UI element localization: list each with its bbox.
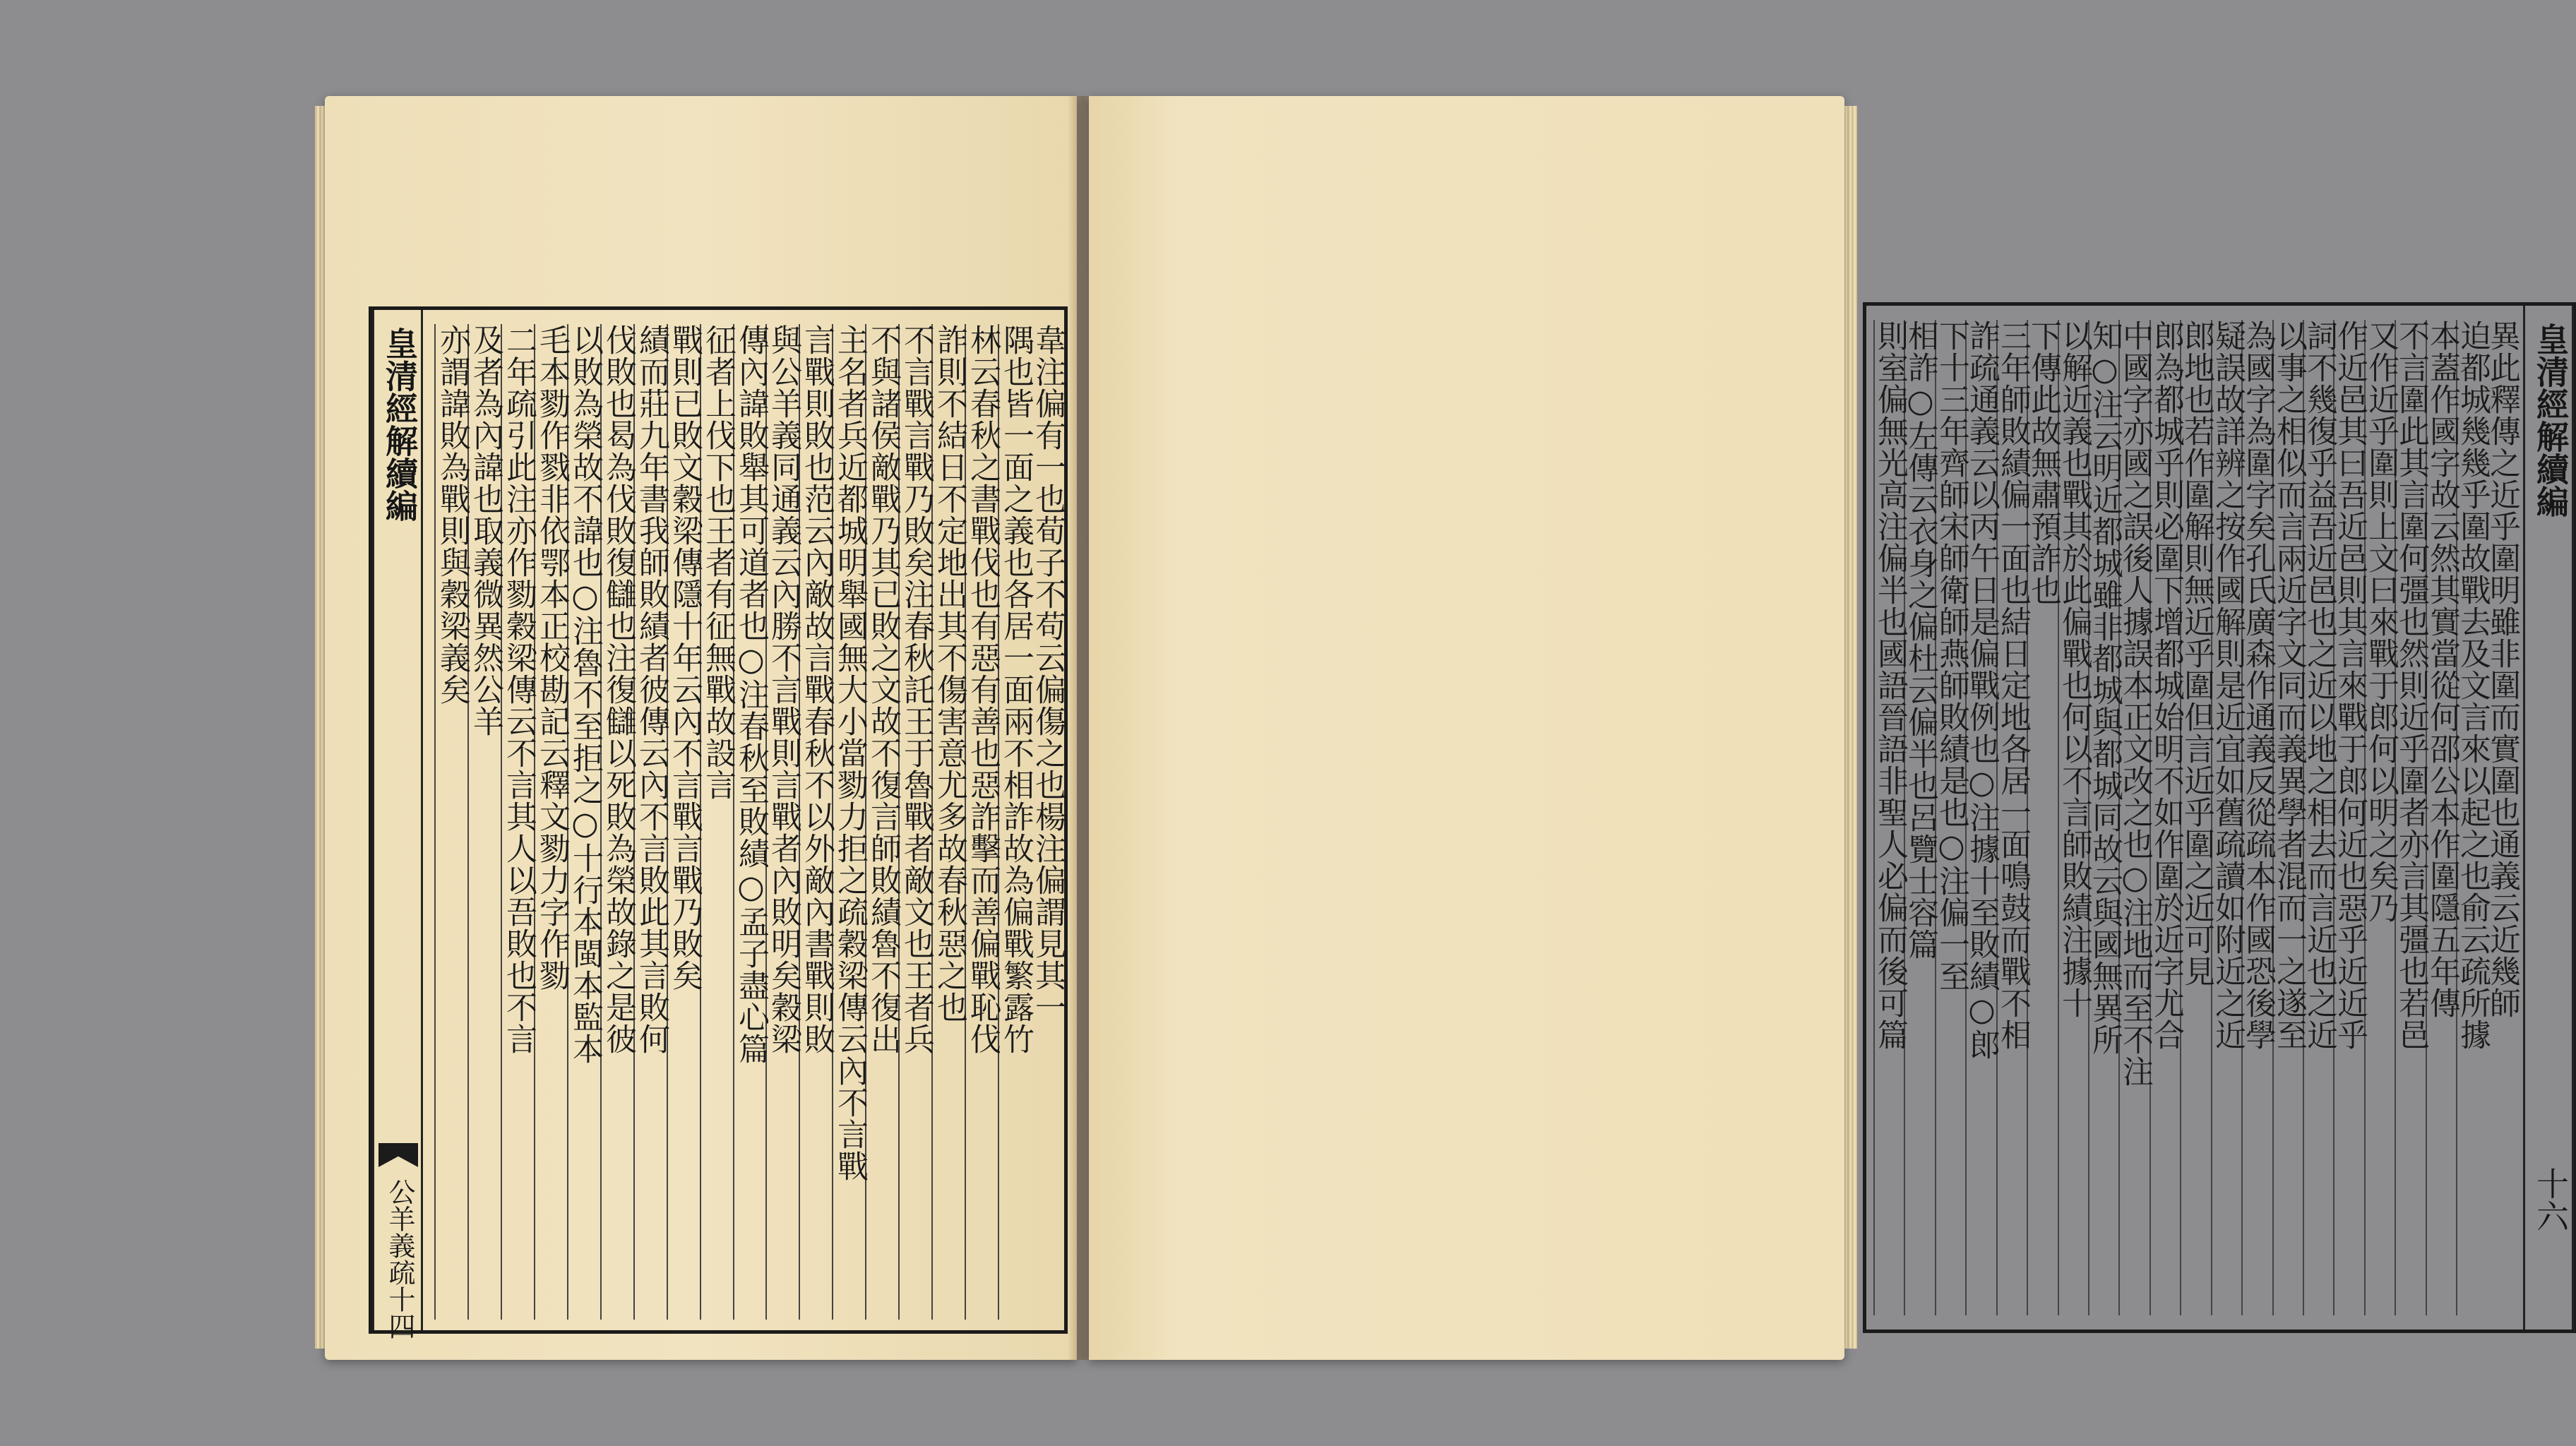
left-page bbox=[325, 96, 1077, 1360]
left-text-frame bbox=[369, 306, 1068, 1339]
text-column: 亦謂諱敗為戰則與穀梁義矣 bbox=[434, 324, 469, 1320]
right-text-frame bbox=[1863, 302, 2576, 1333]
text-column: 下傳此故無肅預詐也 bbox=[2027, 320, 2058, 1315]
text-column: 知○注云明近都城雖非都城與都城同故云與國無異所 bbox=[2088, 320, 2120, 1315]
text-column: 迫都城幾幾乎圍故戰去及文言來以起之也俞云疏所據 bbox=[2456, 320, 2488, 1315]
text-column: 不與諸侯敵戰乃其已敗之文故不復言師敗績魯不復出 bbox=[865, 324, 900, 1320]
text-column: 三年師敗績偏一面也結日定地各居一面鳴鼓而戰不相 bbox=[1996, 320, 2028, 1315]
text-column: 與公羊義同通義云內勝不言戰則言戰者內敗明矣穀梁 bbox=[765, 324, 800, 1320]
open-book bbox=[325, 85, 2570, 1377]
text-column: 不言戰言戰乃敗矣注春秋託王于魯戰者敵文也王者兵 bbox=[898, 324, 933, 1320]
text-column: 疑誤故詳辨之按作國解則是近宜如舊疏讀如附近之近 bbox=[2211, 320, 2243, 1315]
text-column: 隅也皆一面之義也各居一面兩不相詐故為偏戰繁露竹 bbox=[998, 324, 1032, 1320]
text-column: 作近邑其曰吾近邑則其言來戰于郎何近也惡乎近近乎 bbox=[2333, 320, 2365, 1315]
text-column: 郎地也若作圍解則無近乎圍但言近乎圍之近可見 bbox=[2180, 320, 2212, 1315]
text-column: 異此釋傳之近乎圍明雖非圍而實圍也通義云近幾師 bbox=[2484, 320, 2520, 1019]
text-column: 不言圍此其言圍何彊也然則近乎圍者亦言其彊也若邑 bbox=[2395, 320, 2426, 1315]
text-column: 為國字為圍字矣孔氏廣森作通義反從疏本作國恐後學 bbox=[2241, 320, 2273, 1315]
text-column: 相詐○左傳云衣身之偏杜云偏半也呂覽士容篇 bbox=[1904, 320, 1936, 1315]
left-banxin-title: 皇清經解續編 bbox=[381, 327, 419, 522]
text-column: 下十三年齊師宋師衛師燕師敗績是也○注偏一至 bbox=[1935, 320, 1967, 1315]
text-column: 言戰則敗也范云內敵故言戰春秋不以外敵內書戰則敗 bbox=[799, 324, 833, 1320]
text-column: 本蓋作國字故云然其實當從何邵公本作圍隱五年傳 bbox=[2426, 320, 2457, 1315]
text-column: 二年疏引此注亦作勠穀梁傳云不言其人以吾敗也不言 bbox=[501, 324, 535, 1320]
text-column: 則室偏無光高注偏半也國語晉語非聖人必偏而後可篇 bbox=[1873, 320, 1905, 1315]
text-column: 又作近乎圍則上文曰來戰于郎何以明之矣乃 bbox=[2364, 320, 2396, 1315]
text-column: 韋注偏有一也荀子不苟云偏傷之也楊注偏謂見其一 bbox=[1030, 324, 1066, 1023]
text-column: 績而莊九年書我師敗績者彼傳云內不言敗此其言敗何 bbox=[633, 324, 668, 1320]
right-banxin-page-number: 十六 bbox=[2532, 1167, 2570, 1232]
text-column: 林云春秋之書戰伐也有惡有善也惡詐擊而善偏戰恥伐 bbox=[965, 324, 999, 1320]
text-column: 傳內諱敗舉其可道者也○注春秋至敗績○孟子盡心篇 bbox=[733, 324, 768, 1320]
text-column: 戰則已敗文穀梁傳隱十年云內不言戰言戰乃敗矣 bbox=[667, 324, 701, 1320]
text-column: 詞不幾復乎益吾近邑也之近以地之相去而言近也之近 bbox=[2303, 320, 2334, 1315]
text-column: 以事之相似而言兩近字文同而義異學者混而一之遂至 bbox=[2272, 320, 2304, 1315]
right-page-edges bbox=[1843, 106, 1857, 1349]
text-column: 詐疏通義云以丙午日是偏戰例也○注據十至敗績○郎 bbox=[1965, 320, 1997, 1315]
right-banxin bbox=[2523, 306, 2574, 1330]
text-column: 征者上伐下也王者有征無戰故設言 bbox=[700, 324, 734, 1320]
text-column: 以敗為榮故不諱也○注魯不至拒之○十行本閩本監本 bbox=[567, 324, 602, 1320]
text-column: 毛本勠作戮非依鄂本正校勘記云釋文勠力字作勠 bbox=[534, 324, 568, 1320]
text-column: 詐則不結日不定地出其不傷害意尤多故春秋惡之也 bbox=[931, 324, 966, 1320]
right-page bbox=[1089, 96, 2570, 1360]
left-fishtail-mark bbox=[378, 1143, 418, 1167]
right-banxin-title: 皇清經解續編 bbox=[2532, 323, 2570, 518]
left-banxin bbox=[372, 310, 423, 1339]
text-column: 中國字亦國之誤後人據誤本正文改之也○注地而至不注 bbox=[2118, 320, 2150, 1315]
text-column: 郎為都城乎則必圍下增都城始明不如作圍於近字尤合 bbox=[2149, 320, 2181, 1315]
text-column: 伐敗也曷為伐敗復讎也注復讎以死敗為榮故錄之是彼 bbox=[600, 324, 635, 1320]
text-column: 及者為內諱也取義微異然公羊 bbox=[467, 324, 502, 1320]
text-column: 主名者兵近都城明舉國無大小當勠力拒之疏穀梁傳云內不言戰 bbox=[832, 324, 866, 1320]
left-banxin-subtitle: 公羊義疏十四 bbox=[384, 1178, 415, 1339]
text-column: 以解近義也戰其於此偏戰也何以不言師敗績注據十 bbox=[2058, 320, 2089, 1315]
